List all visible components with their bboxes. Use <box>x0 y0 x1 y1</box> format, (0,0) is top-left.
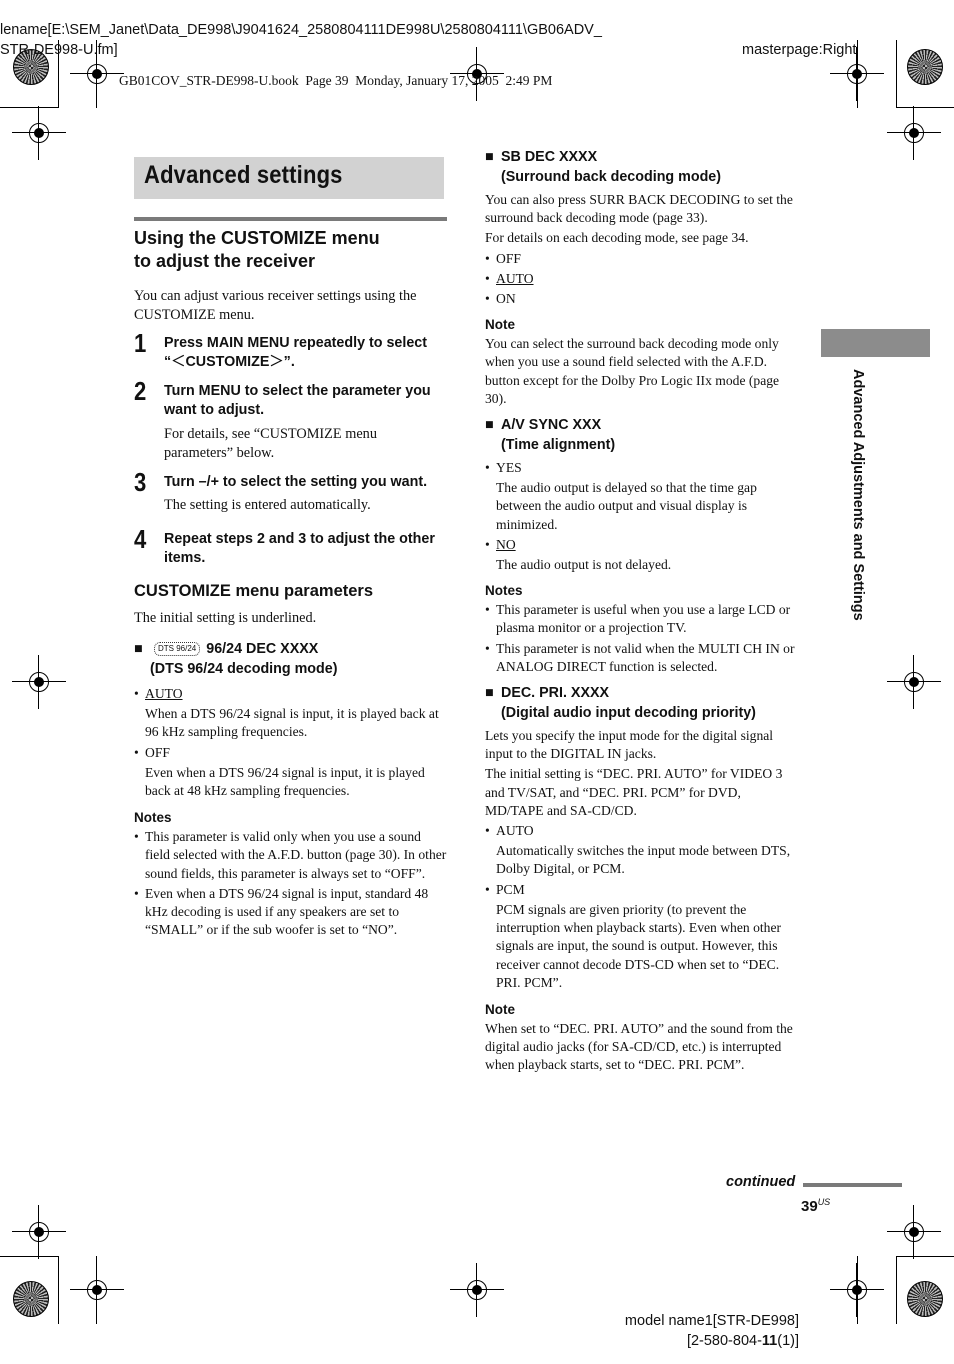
option-description: When a DTS 96/24 signal is input, it is played back at 96 kHz sampling frequencies. <box>145 706 439 740</box>
registration-star-bottom-left <box>13 1281 49 1317</box>
option-item: • NO The audio output is not delayed. <box>485 536 672 573</box>
note-item: • Even when a DTS 96/24 signal is input, standard 48 kHz decoding is used if any speakers are set to “SMALL” or if the sub woofer is set to “NO”. <box>134 885 429 938</box>
dec-pri-body: Lets you specify the input mode for the digital signal input to the DIGITAL IN jacks. The initial setting is “DEC. PRI. AUTO” for VIDEO 3 and TV/SAT, and “DEC. PRI. PCM” for DVD, MD/TAPE and SA-CD/CD. • AUTO Automatically switches the input mode between DTS, Dolby Digital, or PCM. • PCM PCM signals are given priority (to prevent the interruption when playback starts). Even when other signals are input, the sound is output. However, this receiver cannot decode DTS-CD when set to “DEC. PRI. PCM”. <box>485 727 798 992</box>
option-label: AUTO <box>145 686 183 701</box>
option-item: • PCM PCM signals are given priority (to prevent the interruption when playback starts). Even when other signals are input, the sound is output. However, this receiver cannot decode DTS-CD when set to “DEC. PRI. PCM”. <box>485 881 782 990</box>
step-instruction: Repeat steps 2 and 3 to adjust the other items. <box>164 530 435 566</box>
note-heading: Note <box>485 1001 515 1017</box>
option-item: • AUTO <box>485 270 534 286</box>
filename-line-1: lename[E:\SEM_Janet\Data_DE998\J9041624_2580804111DE998U\2580804111\GB06ADV_ <box>0 22 602 38</box>
section-title: Using the CUSTOMIZE menu to adjust the receiver <box>134 227 380 271</box>
continued-label: continued <box>726 1174 796 1190</box>
page-title-box <box>134 157 444 199</box>
registration-target-icon <box>842 59 872 89</box>
step-4 <box>134 523 448 569</box>
note-heading: Note <box>485 317 515 333</box>
option-description: Even when a DTS 96/24 signal is input, it is played back at 48 kHz sampling frequencies. <box>145 764 425 799</box>
registration-target-icon <box>82 1275 112 1305</box>
side-tab-label: Advanced Adjustments and Settings <box>850 369 866 621</box>
side-tab-marker <box>821 329 930 357</box>
step-number: 2 <box>134 375 147 406</box>
step-number: 3 <box>134 466 147 497</box>
step-3 <box>134 466 448 516</box>
registration-target-icon <box>24 118 54 148</box>
left-column <box>134 157 448 939</box>
dec-pri-param-heading: ■ DEC. PRI. XXXX (Digital audio input decoding priority) <box>485 685 756 721</box>
filename-header <box>0 20 700 60</box>
registration-target-icon <box>24 667 54 697</box>
av-sync-options <box>485 459 798 574</box>
dts-param-heading: ■ DTS 96/24 96/24 DEC XXXX (DTS 96/24 decoding mode) <box>134 641 338 677</box>
square-bullet-icon: ■ <box>485 149 494 165</box>
sb-dec-param-heading: ■ SB DEC XXXX (Surround back decoding mode) <box>485 149 722 185</box>
dec-pri-note: When set to “DEC. PRI. AUTO” and the sound from the digital audio jacks (for SA-CD/CD, etc.) is interrupted when playback starts, set to “DEC. PRI. PCM”. <box>485 1020 793 1073</box>
sb-dec-body: You can also press SURR BACK DECODING to set the surround back decoding mode (page 33). For details on each decoding mode, see page 34. • OFF • AUTO • ON <box>485 191 798 308</box>
page-number: $39^{US}$ <box>801 1197 831 1215</box>
step-description: The setting is entered automatically. <box>164 497 371 513</box>
section-intro: You can adjust various receiver settings using the CUSTOMIZE menu. <box>134 287 417 323</box>
notes-heading: Notes <box>485 583 523 599</box>
registration-target-icon <box>899 118 929 148</box>
step-instruction: Press MAIN MENU repeatedly to select “＜CUSTOMIZE＞”. <box>164 334 427 370</box>
step-1 <box>134 327 448 373</box>
note-item: • This parameter is useful when you use a large LCD or plasma monitor or a projection TV. <box>485 602 791 636</box>
dts-options <box>134 685 448 800</box>
footer-part-line: [2-580-804-11(1)] <box>686 1333 799 1349</box>
option-item: • AUTO When a DTS 96/24 signal is input, it is played back at 96 kHz sampling frequencies. <box>134 685 448 742</box>
sb-dec-note: You can select the surround back decoding mode only when you use a sound field selected with the A.F.D. button except for the Dolby Pro Logic IIx mode (page 30). <box>485 336 780 406</box>
registration-target-icon <box>24 1217 54 1247</box>
masterpage-label: masterpage:Right <box>742 42 857 58</box>
step-number: 1 <box>134 327 147 358</box>
av-sync-param-heading: ■ A/V SYNC XXX (Time alignment) <box>485 417 616 453</box>
notes-list <box>134 828 448 939</box>
registration-target-icon <box>82 59 112 89</box>
registration-target-icon <box>842 1275 872 1305</box>
page-title: Advanced settings <box>144 161 343 189</box>
option-item: • OFF <box>485 250 521 266</box>
notes-list <box>485 601 798 676</box>
step-description: For details, see “CUSTOMIZE menu parameters” below. <box>164 425 377 461</box>
step-number: 4 <box>134 523 147 554</box>
right-column <box>485 148 798 1075</box>
note-item: • This parameter is valid only when you use a sound field selected with the A.F.D. button (page 30). In other sound fields, this parameter is always set to “OFF”. <box>134 829 447 881</box>
option-item: • AUTO Automatically switches the input mode between DTS, Dolby Digital, or PCM. <box>485 823 791 877</box>
option-item: • ON <box>485 291 516 307</box>
params-intro: The initial setting is underlined. <box>134 609 317 626</box>
footer-model-line: model name1[STR-DE998] <box>624 1313 799 1329</box>
model-footer <box>560 1311 799 1351</box>
registration-star-top-right <box>907 49 943 85</box>
registration-target-icon <box>462 1275 492 1305</box>
registration-target-icon <box>899 667 929 697</box>
option-item: • OFF Even when a DTS 96/24 signal is input, it is played back at 48 kHz sampling frequencies. <box>134 744 448 801</box>
note-item: • This parameter is not valid when the MULTI CH IN or ANALOG DIRECT function is selected. <box>485 640 795 674</box>
page-suffix: US <box>817 1197 831 1207</box>
option-label: OFF <box>145 744 170 760</box>
notes-heading: Notes <box>134 810 172 826</box>
registration-target-icon <box>899 1217 929 1247</box>
square-bullet-icon: ■ <box>134 641 143 657</box>
square-bullet-icon: ■ <box>485 685 494 702</box>
continued-rule <box>803 1183 902 1187</box>
step-instruction: Turn –/+ to select the setting you want. <box>164 473 428 490</box>
params-heading: CUSTOMIZE menu parameters <box>134 581 374 600</box>
filename-line-2: STR-DE998-U.fm] <box>0 42 118 58</box>
registration-star-bottom-right <box>907 1281 943 1317</box>
step-2 <box>134 375 448 464</box>
book-info-line: GB01COV_STR-DE998-U.book Page 39 Monday, January 17, 2005 2:49 PM <box>119 73 553 88</box>
square-bullet-icon: ■ <box>485 417 494 434</box>
dts-96-24-logo-icon: DTS 96/24 <box>154 642 200 656</box>
step-instruction: Turn MENU to select the parameter you want to adjust. <box>164 382 431 418</box>
option-item: • YES The audio output is delayed so that the time gap between the audio output and visual display is minimized. <box>485 460 757 532</box>
section-rule <box>134 217 447 221</box>
